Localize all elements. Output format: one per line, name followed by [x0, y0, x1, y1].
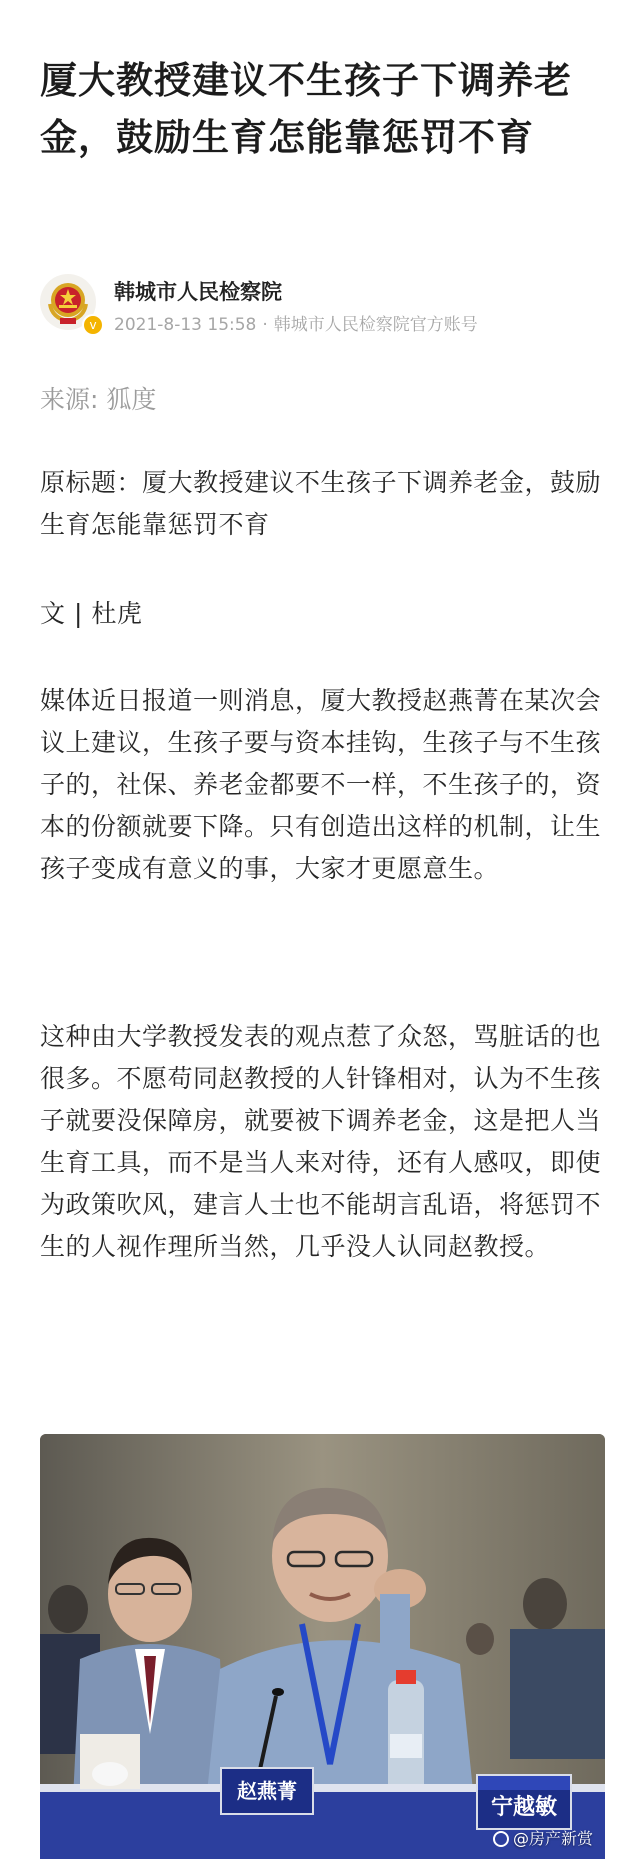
watermark-text: @房产新赏 — [512, 1829, 593, 1848]
watermark-logo-icon — [493, 1831, 509, 1847]
author-meta — [114, 310, 478, 335]
author-bar[interactable] — [40, 274, 610, 338]
paragraph-1: 媒体近日报道一则消息，厦大教授赵燕菁在某次会议上建议，生孩子要与资本挂钩，生孩子与不生孩子的，社保、养老金都要不一样，不生孩子的，资本的份额就要下降。只有创造出这样的机制，让生孩子变成有意义的事，大家才更愿意生。 — [40, 686, 602, 883]
meta-separator: · — [262, 315, 268, 335]
nameplate-strip — [478, 1776, 570, 1790]
account-type: 韩城市人民检察院官方账号 — [273, 315, 478, 335]
nameplate-right-text: 宁越敏 — [490, 1795, 557, 1820]
author-name[interactable]: 韩城市人民检察院 — [114, 280, 282, 304]
article-source: 来源: 狐度 — [40, 385, 157, 414]
nameplate-left: 赵燕菁 — [220, 1767, 314, 1815]
paragraph-2: 这种由大学教授发表的观点惹了众怒，骂脏话的也很多。不愿苟同赵教授的人针锋相对，认为不生孩子就要没保障房，就要被下调养老金，这是把人当生育工具，而不是当人来对待，还有人感叹，即使为政策吹风，建言人士也不能胡言乱语，将惩罚不生的人视作理所当然，几乎没人认同赵教授。 — [40, 1022, 602, 1261]
article-byline: 文 | 杜虎 — [40, 599, 143, 628]
article-photo[interactable] — [40, 1434, 605, 1859]
original-title: 原标题：厦大教授建议不生孩子下调养老金，鼓励生育怎能靠惩罚不育 — [40, 468, 602, 539]
author-avatar[interactable] — [40, 274, 96, 330]
watermark — [493, 1826, 593, 1849]
verified-badge-icon: v — [82, 314, 104, 336]
nameplate-right — [476, 1774, 572, 1830]
article-title: 厦大教授建议不生孩子下调养老金，鼓励生育怎能靠惩罚不育 — [40, 59, 572, 159]
publish-date: 2021-8-13 15:58 — [114, 315, 257, 335]
